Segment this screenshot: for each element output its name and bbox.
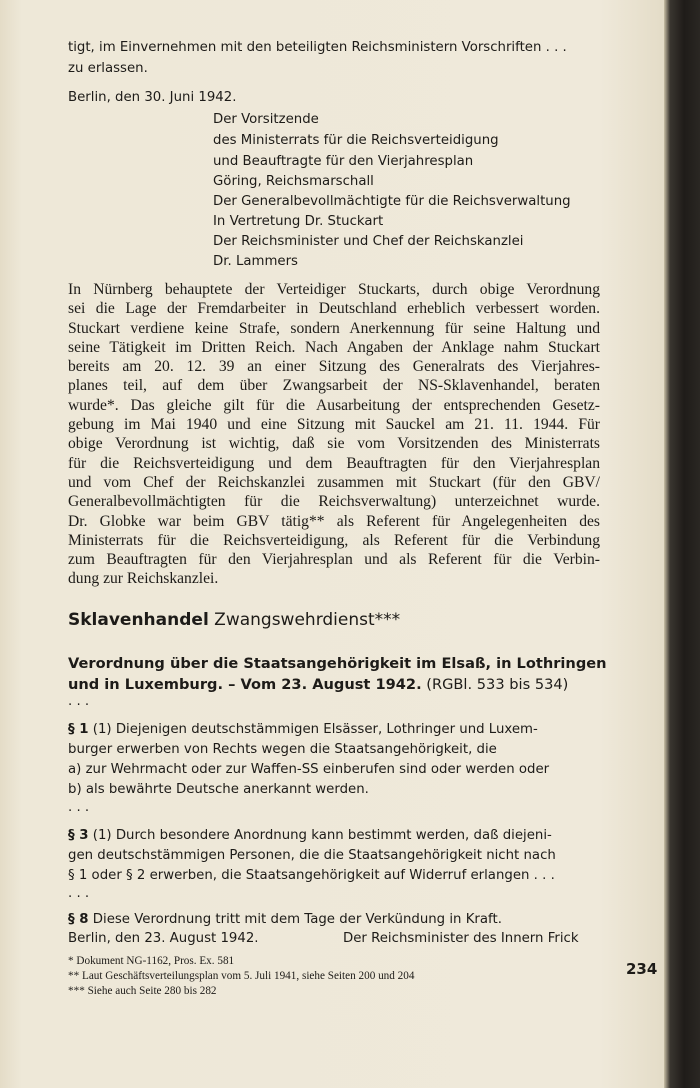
section-text: (1) Diejenigen deutschstämmigen Elsässer, Lothringer und Luxem- (88, 722, 538, 737)
book-edge (664, 0, 700, 1088)
paragraph-line: Dr. Globke war beim GBV tätig** als Referent für Angelegenheiten des (68, 512, 600, 530)
paragraph-line: Ministerrats für die Reichsverteidigung, als Referent für die Verbindung (68, 531, 600, 549)
decree-title-line2 (68, 676, 568, 693)
section-1-line: burger erwerben von Rechts wegen die Staatsangehörigkeit, die (68, 742, 497, 757)
signatory-line: Der Reichsminister und Chef der Reichskanzlei (213, 234, 524, 249)
section-heading (68, 610, 400, 630)
decree-source: (RGBl. 533 bis 534) (421, 676, 569, 693)
section-symbol: § 3 (68, 828, 89, 843)
signatory-line: In Vertretung Dr. Stuckart (213, 214, 384, 229)
section-1-line: b) als bewährte Deutsche anerkannt werden. (68, 782, 369, 797)
paragraph-line: und vom Chef der Reichskanzlei zusammen mit Stuckart (für den GBV/ (68, 473, 600, 491)
paragraph-line: In Nürnberg behauptete der Verteidiger Stuckarts, durch obige Verordnung (68, 281, 600, 298)
closing-date: Berlin, den 23. August 1942. (68, 931, 259, 946)
text-line: tigt, im Einvernehmen mit den beteiligten Reichsministern Vorschriften . . . (68, 40, 567, 55)
section-symbol: § 1 (68, 722, 89, 737)
signatory-line: und Beauftragte für den Vierjahresplan (213, 154, 474, 169)
section-1-line: a) zur Wehrmacht oder zur Waffen-SS einberufen sind oder werden oder (68, 762, 550, 777)
paragraph-line: obige Verordnung ist wichtig, daß sie vom Vorsitzenden des Ministerrats (68, 435, 600, 453)
paragraph-line: sei die Lage der Fremdarbeiter in Deutschland erheblich verbessert worden. (68, 300, 600, 318)
section-3-line: § 1 oder § 2 erwerben, die Staatsangehörigkeit auf Widerruf erlangen . . . (68, 868, 555, 883)
ellipsis: . . . (68, 694, 90, 709)
signatory-line: Der Generalbevollmächtigte für die Reichsverwaltung (213, 194, 571, 209)
section-symbol: § 8 (68, 912, 89, 927)
text-line: zu erlassen. (68, 61, 148, 76)
section-8-line (68, 912, 502, 927)
section-3-line (68, 828, 552, 843)
ellipsis: . . . (68, 886, 90, 901)
commentary-paragraph (68, 280, 600, 589)
paragraph-line: wurde*. Das gleiche gilt für die Ausarbeitung der entsprechenden Gesetz- (68, 396, 600, 414)
paragraph-line: dung zur Reichskanzlei. (68, 570, 219, 588)
section-text: Diese Verordnung tritt mit dem Tage der Verkündung in Kraft. (88, 912, 502, 927)
paragraph-line: seine Tätigkeit im Dritten Reich. Nach Angaben der Anklage nahm Stuckart (68, 338, 600, 356)
section-3-line: gen deutschstämmigen Personen, die die Staatsangehörigkeit nicht nach (68, 848, 556, 863)
date-line: Berlin, den 30. Juni 1942. (68, 90, 237, 105)
decree-title: Verordnung über die Staatsangehörigkeit im Elsaß, in Lothringen (68, 655, 607, 672)
footnote: *** Siehe auch Seite 280 bis 282 (68, 985, 217, 997)
signatory-line: Der Vorsitzende (213, 112, 319, 127)
heading-normal: Zwangswehrdienst*** (208, 610, 401, 630)
paragraph-line: gebung im Mai 1940 und eine Sitzung mit Sauckel am 21. 11. 1944. Für (68, 416, 600, 434)
signatory-line: Dr. Lammers (213, 254, 298, 269)
paragraph-line: planes teil, auf dem über Zwangsarbeit der NS-Sklavenhandel, beraten (68, 377, 600, 395)
paragraph-line: bereits am 20. 12. 39 an einer Sitzung des Generalrats des Vierjahres- (68, 358, 600, 376)
footnote: * Dokument NG-1162, Pros. Ex. 581 (68, 955, 235, 967)
footnote: ** Laut Geschäftsverteilungsplan vom 5. Juli 1941, siehe Seiten 200 und 204 (68, 970, 415, 982)
section-text: (1) Durch besondere Anordnung kann bestimmt werden, daß diejeni- (88, 828, 552, 843)
paragraph-line: Stuckart verdiene keine Strafe, sondern Anerkennung für seine Haltung und (68, 319, 600, 337)
signatory-line: des Ministerrats für die Reichsverteidigung (213, 133, 499, 148)
heading-bold: Sklavenhandel (68, 610, 209, 630)
ellipsis: . . . (68, 800, 90, 815)
closing-signature: Der Reichsminister des Innern Frick (343, 931, 579, 946)
paragraph-line: für die Reichsverteidigung und dem Beauftragten für den Vierjahresplan (68, 454, 600, 472)
signatory-line: Göring, Reichsmarschall (213, 174, 374, 189)
section-1-line (68, 722, 538, 737)
page-number: 234 (626, 960, 658, 978)
paragraph-line: zum Beauftragten für den Vierjahresplan und als Referent für die Verbin- (68, 551, 600, 569)
paragraph-line: Generalbevollmächtigten für die Reichsverwaltung) unterzeichnet wurde. (68, 493, 600, 511)
decree-date: und in Luxemburg. – Vom 23. August 1942. (68, 676, 422, 693)
